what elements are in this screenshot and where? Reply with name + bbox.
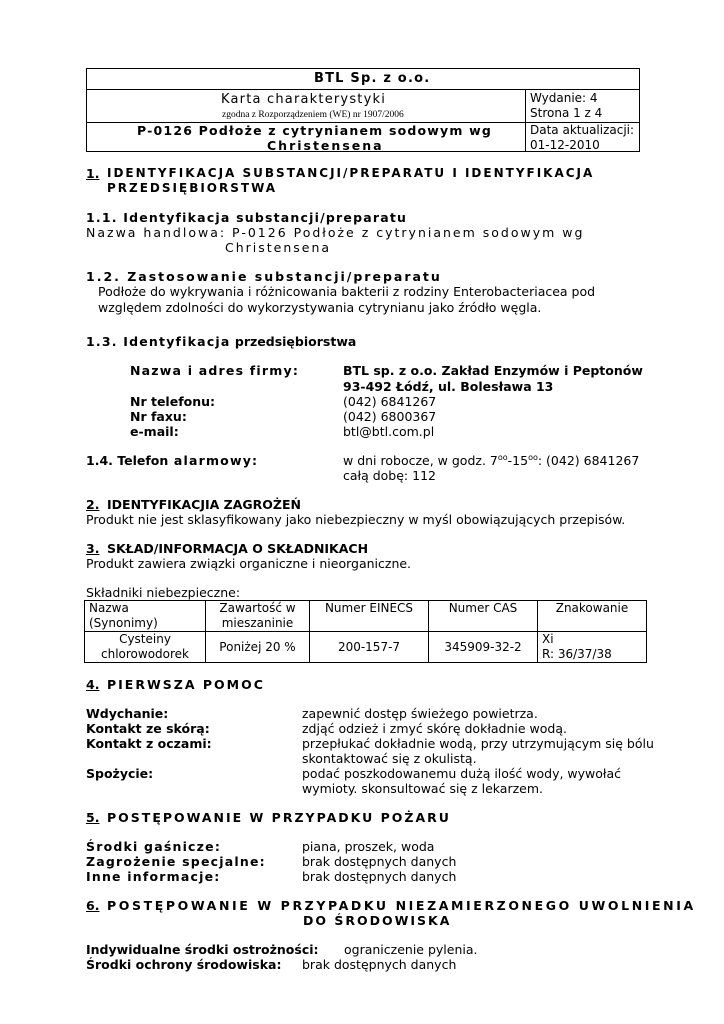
section-6-number: 6. xyxy=(86,898,100,913)
company-name-value-line1: BTL sp. z o.o. Zakład Enzymów i Peptonów xyxy=(343,363,643,378)
ingestion-label: Spożycie: xyxy=(86,766,154,781)
special-hazard-value: brak dostępnych danych xyxy=(302,854,457,869)
section-1-3-title: 1.3. Identyfikacja przedsiębiorstwa xyxy=(86,334,357,349)
section-5-title: POSTĘPOWANIE W PRZYPADKU POŻARU xyxy=(107,810,451,825)
section-5-number: 5. xyxy=(86,810,100,825)
section-4-title: PIERWSZA POMOC xyxy=(107,677,265,692)
section-1-title-line2: PRZEDSIĘBIORSTWA xyxy=(107,181,278,195)
cell-cas: 345909-32-2 xyxy=(429,632,538,663)
document-title: Karta charakterystyki xyxy=(221,92,387,107)
cell-einecs: 200-157-7 xyxy=(310,632,429,663)
cell-name: Cysteiny chlorowodorek xyxy=(85,632,206,663)
section-6-title-line1: POSTĘPOWANIE W PRZYPADKU NIEZAMIERZONEGO UWOLNIENIA xyxy=(107,898,696,913)
header-content: Zawartość w mieszaninie xyxy=(206,601,310,632)
inhalation-value: zapewnić dostęp świeżego powietrza. xyxy=(302,706,538,721)
section-4-number: 4. xyxy=(86,677,100,692)
emergency-phone-line1: w dni robocze, w godz. $7^{oo}-15^{oo}$: (042) 6841267 xyxy=(343,453,640,469)
company-name-value-line2: 93-492 Łódź, ul. Bolesława 13 xyxy=(343,379,554,394)
section-6-title-line2: DO ŚRODOWISKA xyxy=(303,913,452,928)
update-date: 01-12-2010 xyxy=(530,138,600,152)
trade-name-line2: Christensena xyxy=(225,240,332,255)
extinguishing-value: piana, proszek, woda xyxy=(302,839,435,854)
product-name-line1: P-0126 Podłoże z cytrynianem sodowym wg xyxy=(137,123,493,138)
other-info-label: Inne informacje: xyxy=(86,869,221,884)
section-1-title-line1: IDENTYFIKACJA SUBSTANCJI/PREPARATU I IDENTYFIKACJA xyxy=(107,166,595,180)
phone-value: (042) 6841267 xyxy=(343,394,437,409)
section-1-1-title: 1.1. Identyfikacja substancji/preparatu xyxy=(86,210,408,225)
regulation-note: zgodna z Rozporządzeniem (WE) nr 1907/2006 xyxy=(222,110,404,120)
header-name: Nazwa (Synonimy) xyxy=(85,601,206,632)
cell-marking: Xi R: 36/37/38 xyxy=(538,632,647,663)
header-divider xyxy=(87,89,639,90)
section-3-title: SKŁAD/INFORMACJA O SKŁADNIKACH xyxy=(107,541,369,556)
ingestion-value-line1: podać poszkodowanemu dużą ilość wody, wywołać xyxy=(302,766,622,781)
header-cas: Numer CAS xyxy=(429,601,538,632)
trade-name-line1: Nazwa handlowa: P-0126 Podłoże z cytrynianem sodowym wg xyxy=(86,225,585,240)
personal-precautions-label: Indywidualne środki ostrożności: xyxy=(86,942,319,957)
update-label: Data aktualizacji: xyxy=(530,123,635,137)
eye-contact-label: Kontakt z oczami: xyxy=(86,736,212,751)
usage-line2: względem zdolności do wykorzystywania cytrynianu jako źródło węgla. xyxy=(98,300,542,315)
header-column-divider xyxy=(525,89,526,151)
components-label: Składniki niebezpieczne: xyxy=(86,585,241,600)
skin-contact-label: Kontakt ze skórą: xyxy=(86,721,210,736)
table-header-row xyxy=(85,601,647,632)
inhalation-label: Wdychanie: xyxy=(86,706,169,721)
skin-contact-value: zdjąć odzież i zmyć skórę dokładnie wodą. xyxy=(302,721,567,736)
header-marking: Znakowanie xyxy=(538,601,647,632)
section-1-4-title: 1.4. Telefon alarmowy: xyxy=(86,453,259,468)
email-label: e-mail: xyxy=(130,424,179,439)
section-2-title: IDENTYFIKACJIA ZAGROŻEŃ xyxy=(107,497,301,512)
fax-label: Nr faxu: xyxy=(130,409,187,424)
eye-contact-value-line1: przepłukać dokładnie wodą, przy utrzymującym się bólu xyxy=(302,736,654,751)
cell-content: Poniżej 20 % xyxy=(206,632,310,663)
header-einecs: Numer EINECS xyxy=(310,601,429,632)
edition: Wydanie: 4 xyxy=(530,91,598,105)
eye-contact-value-line2: skontaktować się z okulistą. xyxy=(302,751,477,766)
ingestion-value-line2: wymioty. skonsultować się z lekarzem. xyxy=(302,781,544,796)
special-hazard-label: Zagrożenie specjalne: xyxy=(86,854,266,869)
section-2-number: 2. xyxy=(86,497,100,512)
other-info-value: brak dostępnych danych xyxy=(302,869,457,884)
section-3-number: 3. xyxy=(86,541,100,556)
section-3-text: Produkt zawiera związki organiczne i nieorganiczne. xyxy=(86,556,412,571)
product-name-line2: Christensena xyxy=(267,138,384,153)
phone-label: Nr telefonu: xyxy=(130,394,216,409)
emergency-phone-line2: całą dobę: 112 xyxy=(343,468,436,483)
personal-precautions-value: ograniczenie pylenia. xyxy=(344,942,478,957)
environmental-precautions-value: brak dostępnych danych xyxy=(302,957,457,972)
extinguishing-label: Środki gaśnicze: xyxy=(86,839,222,854)
table-row xyxy=(85,632,647,663)
company-name: BTL Sp. z o.o. xyxy=(314,71,431,86)
company-name-label: Nazwa i adres firmy: xyxy=(130,363,300,378)
hazardous-components-table xyxy=(84,600,647,663)
page-number: Strona 1 z 4 xyxy=(530,106,603,120)
section-1-2-title: 1.2. Zastosowanie substancji/preparatu xyxy=(86,269,442,284)
usage-line1: Podłoże do wykrywania i różnicowania bakterii z rodziny Enterobacteriacea pod xyxy=(98,284,596,299)
section-1-number: 1. xyxy=(86,166,100,181)
environmental-precautions-label: Środki ochrony środowiska: xyxy=(86,957,282,972)
email-value[interactable]: btl@btl.com.pl xyxy=(343,424,435,439)
fax-value: (042) 6800367 xyxy=(343,409,437,424)
section-2-text: Produkt nie jest sklasyfikowany jako niebezpieczny w myśl obowiązujących przepisów. xyxy=(86,512,626,527)
